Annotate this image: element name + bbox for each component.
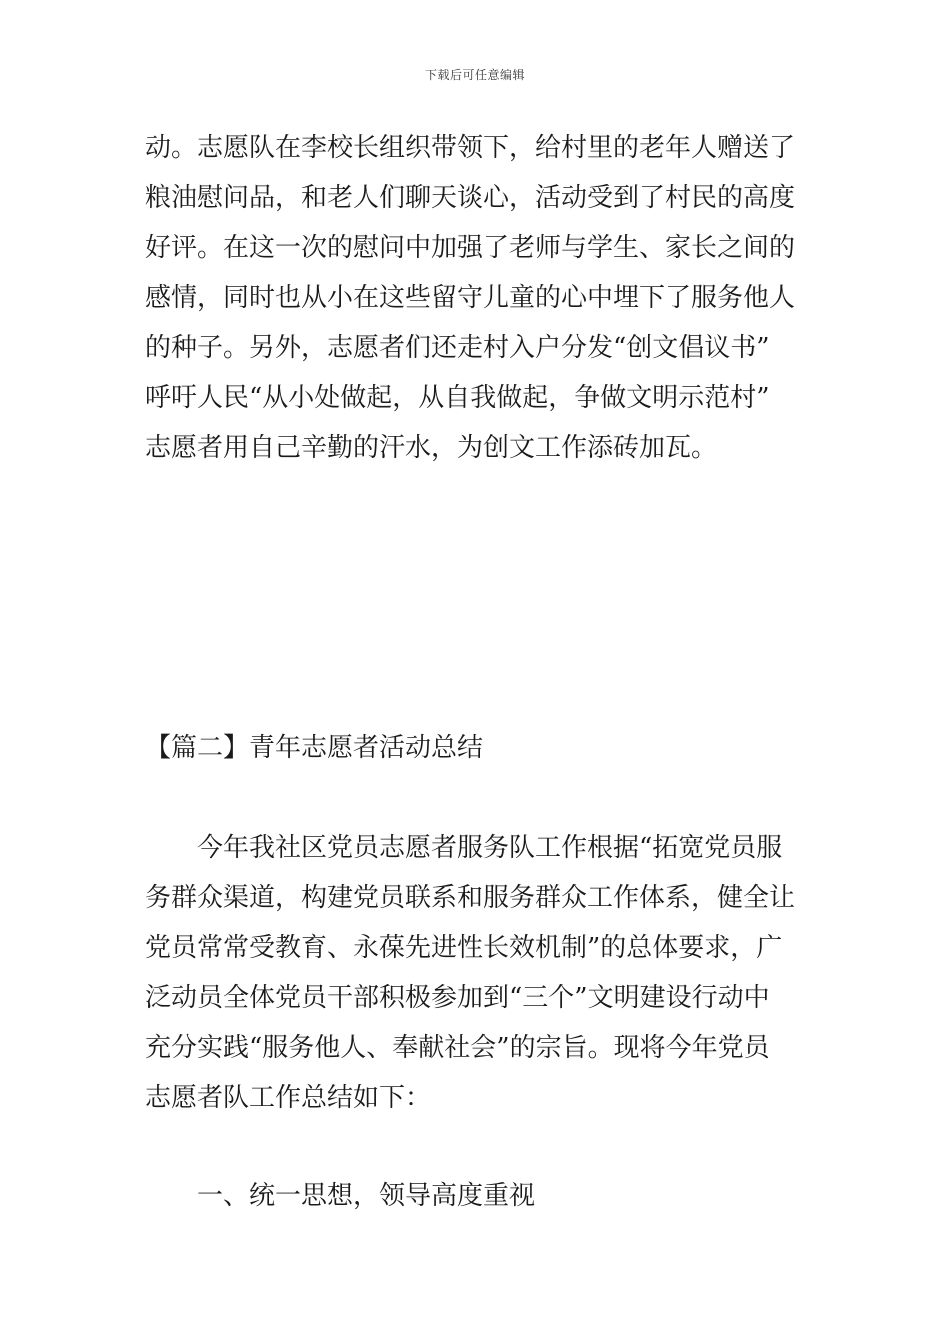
paragraph-line: 动。志愿队在李校长组织带领下，给村里的老年人赠送了 xyxy=(145,133,796,163)
paragraph-2 xyxy=(145,823,815,1123)
paragraph-line: 志愿者队工作总结如下： xyxy=(145,1083,432,1113)
paragraph-line: 感情，同时也从小在这些留守儿童的心中埋下了服务他人 xyxy=(145,283,796,313)
paragraph-line: 今年我社区党员志愿者服务队工作根据“拓宽党员服 xyxy=(197,833,783,863)
heading-1 xyxy=(145,1171,867,1221)
paragraph-line: 充分实践“服务他人、奉献社会”的宗旨。现将今年党员 xyxy=(145,1033,770,1063)
paragraph-line: 务群众渠道，构建党员联系和服务群众工作体系，健全让 xyxy=(145,883,796,913)
paragraph-line: 志愿者用自己辛勤的汗水，为创文工作添砖加瓦。 xyxy=(145,433,718,463)
section-title xyxy=(145,723,815,773)
paragraph-line: 泛动员全体党员干部积极参加到“三个”文明建设行动中 xyxy=(145,983,770,1013)
section-title-text: 【篇二】青年志愿者活动总结 xyxy=(145,733,484,763)
header-note: 下载后可任意编辑 xyxy=(424,68,525,82)
paragraph-line: 的种子。另外，志愿者们还走村入户分发“创文倡议书” xyxy=(145,333,770,363)
paragraph-1 xyxy=(145,123,815,473)
paragraph-line: 呼吁人民“从小处做起，从自我做起，争做文明示范村” xyxy=(145,383,770,413)
paragraph-line: 好评。在这一次的慰问中加强了老师与学生、家长之间的 xyxy=(145,233,796,263)
paragraph-line: 党员常常受教育、永葆先进性长效机制”的总体要求，广 xyxy=(145,933,783,963)
heading-1-text: 一、统一思想，领导高度重视 xyxy=(197,1181,536,1211)
paragraph-line: 粮油慰问品，和老人们聊天谈心，活动受到了村民的高度 xyxy=(145,183,796,213)
